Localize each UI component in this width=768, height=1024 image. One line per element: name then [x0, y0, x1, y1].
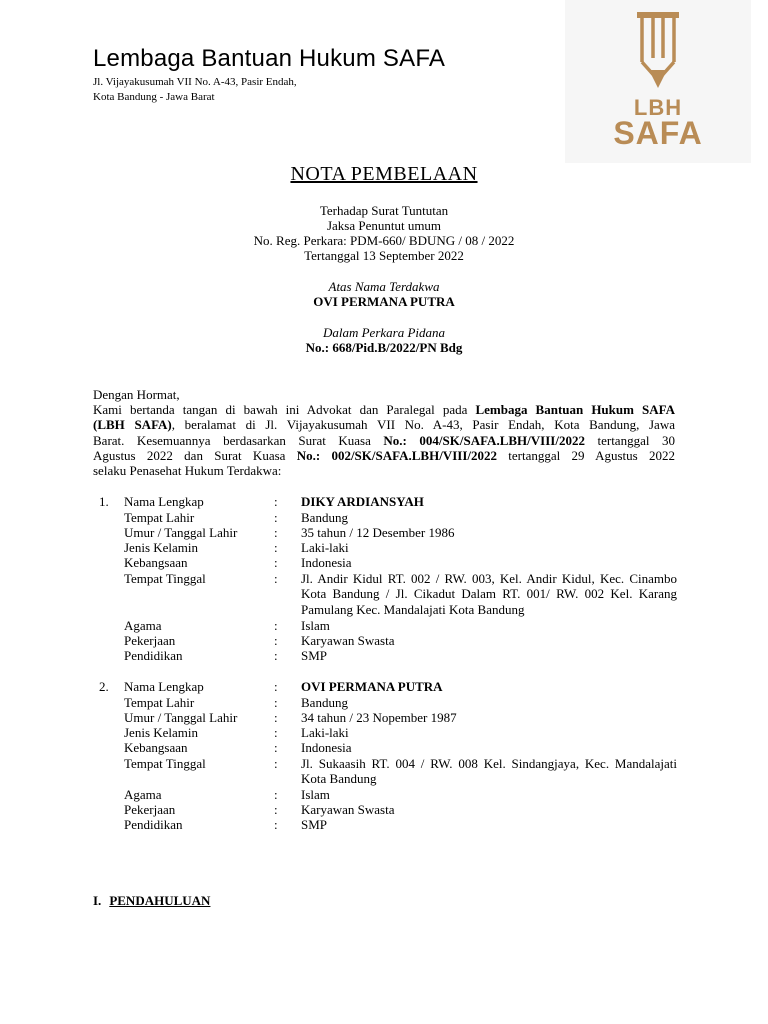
- field-colon: :: [274, 633, 278, 648]
- field-label: Pendidikan: [124, 648, 183, 663]
- field-value: Laki-laki: [301, 725, 349, 740]
- field-value: 34 tahun / 23 Nopember 1987: [301, 710, 457, 725]
- field-label: Umur / Tanggal Lahir: [124, 710, 238, 725]
- field-colon: :: [274, 571, 278, 586]
- greeting: Dengan Hormat,: [93, 387, 180, 402]
- field-colon: :: [274, 817, 278, 832]
- field-colon: :: [274, 555, 278, 570]
- field-label: Jenis Kelamin: [124, 725, 199, 740]
- subtitle-line-2: Jaksa Penuntut umum: [326, 218, 442, 233]
- field-label: Kebangsaan: [124, 555, 188, 570]
- subtitle-line-4: Tertanggal 13 September 2022: [304, 248, 464, 263]
- field-colon: :: [274, 725, 278, 740]
- section-title: PENDAHULUAN: [109, 893, 211, 908]
- field-value: Indonesia: [301, 555, 352, 570]
- intro-line-4: Agustus 2022 dan Surat Kuasa No.: 002/SK/SAFA.LBH/VIII/2022 tertanggal 29 Agustus 2022: [93, 448, 675, 463]
- field-label: Pekerjaan: [124, 802, 176, 817]
- field-colon: :: [274, 618, 278, 633]
- field-colon: :: [274, 802, 278, 817]
- field-label: Tempat Lahir: [124, 510, 195, 525]
- subtitle-line-3: No. Reg. Perkara: PDM-660/ BDUNG / 08 / 2022: [253, 233, 515, 248]
- field-label: Nama Lengkap: [124, 494, 204, 509]
- logo-text-lbh: LBH: [633, 95, 683, 120]
- field-label: Agama: [124, 618, 162, 633]
- field-label: Nama Lengkap: [124, 679, 204, 694]
- field-value: Bandung: [301, 510, 348, 525]
- address-line-1: Jl. Vijayakusumah VII No. A-43, Pasir Endah,: [93, 76, 297, 88]
- pillar-emblem-icon: [565, 0, 751, 100]
- field-colon: :: [274, 510, 278, 525]
- intro-line-5: selaku Penasehat Hukum Terdakwa:: [93, 463, 282, 478]
- field-value: Karyawan Swasta: [301, 633, 395, 648]
- intro-line-2: (LBH SAFA), beralamat di Jl. Vijayakusumah VII No. A-43, Pasir Endah, Kota Bandung, Jawa: [93, 417, 675, 432]
- case-caption: Dalam Perkara Pidana: [322, 325, 446, 340]
- field-label: Pendidikan: [124, 817, 183, 832]
- field-label: Pekerjaan: [124, 633, 176, 648]
- field-colon: :: [274, 648, 278, 663]
- subtitle-line-1: Terhadap Surat Tuntutan: [319, 203, 449, 218]
- field-label: Tempat Tinggal: [124, 756, 206, 771]
- field-label: Tempat Lahir: [124, 695, 195, 710]
- field-value: SMP: [301, 648, 328, 663]
- field-value: Bandung: [301, 695, 348, 710]
- field-colon: :: [274, 494, 278, 509]
- section-heading: [93, 893, 210, 909]
- field-value-name: OVI PERMANA PUTRA: [301, 679, 443, 694]
- field-value: Islam: [301, 787, 330, 802]
- document-title: NOTA PEMBELAAN: [290, 163, 478, 185]
- field-label: Kebangsaan: [124, 740, 188, 755]
- field-value-address: Jl. Andir Kidul RT. 002 / RW. 003, Kel. Andir Kidul, Kec. Cinambo Kota Bandung / Jl. Cikadut Dalam RT. 001/ RW. 002 Kel. Karang Pamulang Kec. Mandalajati Kota Bandung: [301, 571, 677, 617]
- field-value: Laki-laki: [301, 540, 349, 555]
- field-colon: :: [274, 540, 278, 555]
- field-colon: :: [274, 787, 278, 802]
- field-value-name: DIKY ARDIANSYAH: [301, 494, 424, 509]
- case-number: No.: 668/Pid.B/2022/PN Bdg: [305, 340, 463, 355]
- field-colon: :: [274, 740, 278, 755]
- defendant-caption: Atas Nama Terdakwa: [328, 279, 440, 294]
- field-colon: :: [274, 756, 278, 771]
- defendant-name: OVI PERMANA PUTRA: [313, 294, 455, 309]
- field-value: Karyawan Swasta: [301, 802, 395, 817]
- logo-text-safa: SAFA: [613, 115, 703, 151]
- org-name: Lembaga Bantuan Hukum SAFA: [93, 45, 446, 72]
- person-number: 2.: [99, 679, 109, 694]
- field-value: SMP: [301, 817, 328, 832]
- field-value-address: Jl. Sukaasih RT. 004 / RW. 008 Kel. Sindangjaya, Kec. Mandalajati Kota Bandung: [301, 756, 677, 787]
- field-colon: :: [274, 710, 278, 725]
- field-value: Islam: [301, 618, 330, 633]
- field-colon: :: [274, 525, 278, 540]
- field-label: Jenis Kelamin: [124, 540, 199, 555]
- person-number: 1.: [99, 494, 109, 509]
- field-label: Tempat Tinggal: [124, 571, 206, 586]
- field-colon: :: [274, 695, 278, 710]
- field-value: 35 tahun / 12 Desember 1986: [301, 525, 455, 540]
- field-label: Agama: [124, 787, 162, 802]
- address-line-2: Kota Bandung - Jawa Barat: [93, 91, 215, 103]
- intro-line-1: Kami bertanda tangan di bawah ini Advokat dan Paralegal pada Lembaga Bantuan Hukum SAFA: [93, 402, 675, 417]
- field-value: Indonesia: [301, 740, 352, 755]
- field-label: Umur / Tanggal Lahir: [124, 525, 238, 540]
- field-colon: :: [274, 679, 278, 694]
- section-numeral: I.: [93, 893, 102, 908]
- intro-line-3: Barat. Kesemuannya berdasarkan Surat Kuasa No.: 004/SK/SAFA.LBH/VIII/2022 tertanggal 30: [93, 433, 675, 448]
- lbh-safa-logo: [565, 0, 751, 163]
